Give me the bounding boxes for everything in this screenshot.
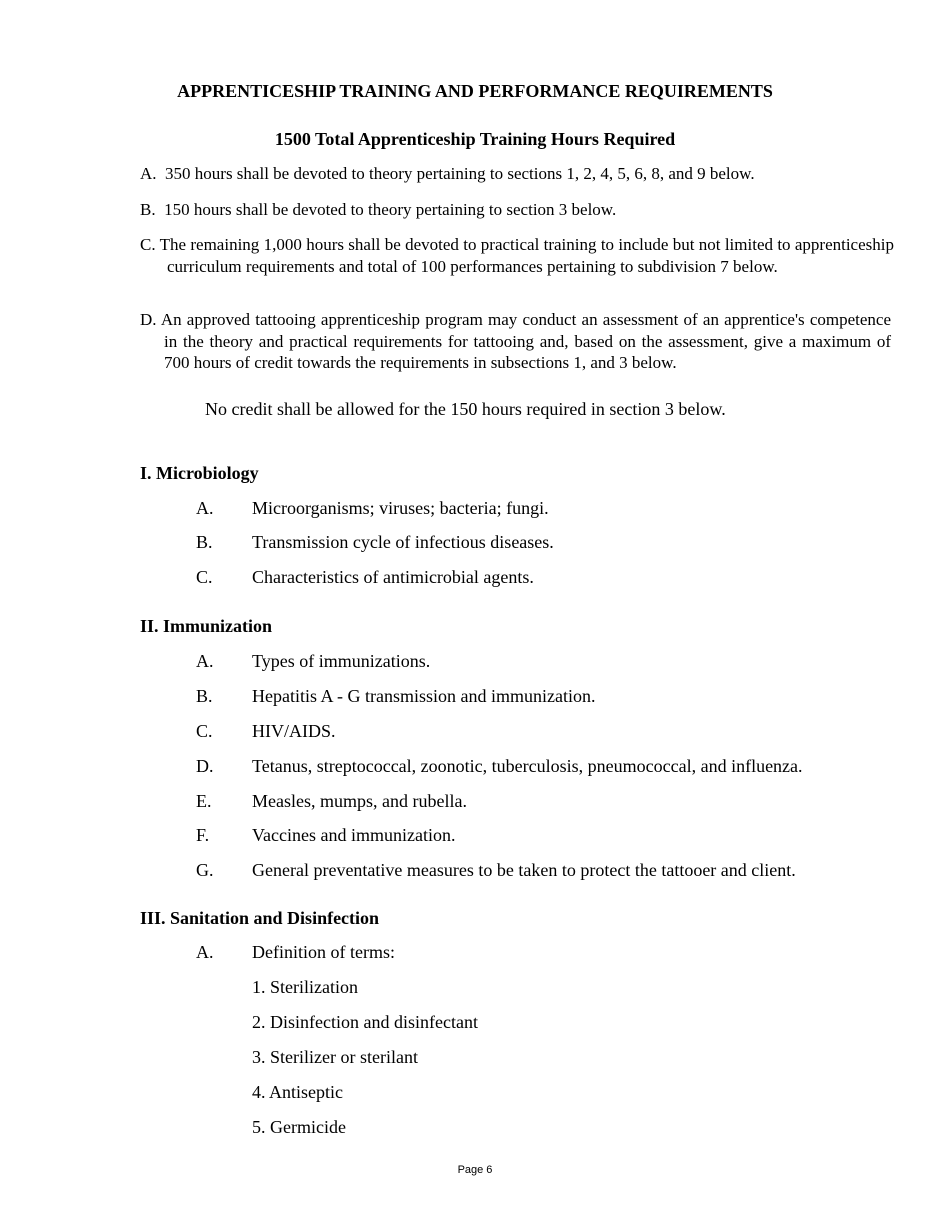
requirement-text: 150 hours shall be devoted to theory pertaining to section 3 below. <box>164 200 617 219</box>
item-letter: C. <box>196 721 213 741</box>
credit-note: No credit shall be allowed for the 150 hours required in section 3 below. <box>205 399 726 419</box>
section-heading-microbiology: I. Microbiology <box>140 463 259 483</box>
item-letter: F. <box>196 825 210 845</box>
requirement-text: An approved tattooing apprenticeship program may conduct an assessment of an apprentice's competence in the theory and practical requirements for tattooing and, based on the assessment, give a maximum of 700 hours of credit towards the requirements in subsections 1, and 3 below. <box>160 310 891 372</box>
page-subtitle: 1500 Total Apprenticeship Training Hours Required <box>274 129 676 149</box>
item-letter: A. <box>196 651 214 671</box>
sub-item: 2. Disinfection and disinfectant <box>252 1012 478 1032</box>
item-text: Measles, mumps, and rubella. <box>252 791 467 811</box>
item-text: Vaccines and immunization. <box>252 825 456 845</box>
item-text: Definition of terms: <box>252 942 395 962</box>
sub-item: 4. Antiseptic <box>252 1082 343 1102</box>
item-letter: C. <box>196 567 213 587</box>
item-text: HIV/AIDS. <box>252 721 336 741</box>
item-text: Types of immunizations. <box>252 651 431 671</box>
item-letter: E. <box>196 791 212 811</box>
item-text: Hepatitis A - G transmission and immunization. <box>252 686 596 706</box>
sub-item: 5. Germicide <box>252 1117 346 1137</box>
sub-item: 1. Sterilization <box>252 977 358 997</box>
item-letter: G. <box>196 860 214 880</box>
section-heading-immunization: II. Immunization <box>140 616 273 636</box>
item-text: Characteristics of antimicrobial agents. <box>252 567 534 587</box>
requirement-c <box>140 234 894 277</box>
requirement-letter: B. <box>140 200 156 219</box>
requirement-a <box>140 163 894 185</box>
item-letter: B. <box>196 532 213 552</box>
item-letter: D. <box>196 756 214 776</box>
page-title: APPRENTICESHIP TRAINING AND PERFORMANCE REQUIREMENTS <box>177 81 773 101</box>
page-number: Page 6 <box>457 1164 493 1176</box>
requirement-d <box>140 309 891 374</box>
requirement-b <box>140 199 894 221</box>
item-letter: A. <box>196 498 214 518</box>
requirement-text: The remaining 1,000 hours shall be devoted to practical training to include but not limited to apprenticeship curriculum requirements and total of 100 performances pertaining to subdivision 7 below. <box>159 235 894 276</box>
requirement-text: 350 hours shall be devoted to theory pertaining to sections 1, 2, 4, 5, 6, 8, and 9 below. <box>165 164 755 183</box>
requirement-letter: D. <box>140 310 157 329</box>
requirement-letter: C. <box>140 235 156 254</box>
section-heading-sanitation: III. Sanitation and Disinfection <box>140 908 380 928</box>
requirement-letter: A. <box>140 164 157 183</box>
item-text: Microorganisms; viruses; bacteria; fungi. <box>252 498 549 518</box>
item-text: General preventative measures to be taken to protect the tattooer and client. <box>252 860 796 880</box>
item-text: Tetanus, streptococcal, zoonotic, tuberculosis, pneumococcal, and influenza. <box>252 756 803 776</box>
item-text: Transmission cycle of infectious diseases. <box>252 532 554 552</box>
item-letter: A. <box>196 942 214 962</box>
sub-item: 3. Sterilizer or sterilant <box>252 1047 418 1067</box>
item-letter: B. <box>196 686 213 706</box>
